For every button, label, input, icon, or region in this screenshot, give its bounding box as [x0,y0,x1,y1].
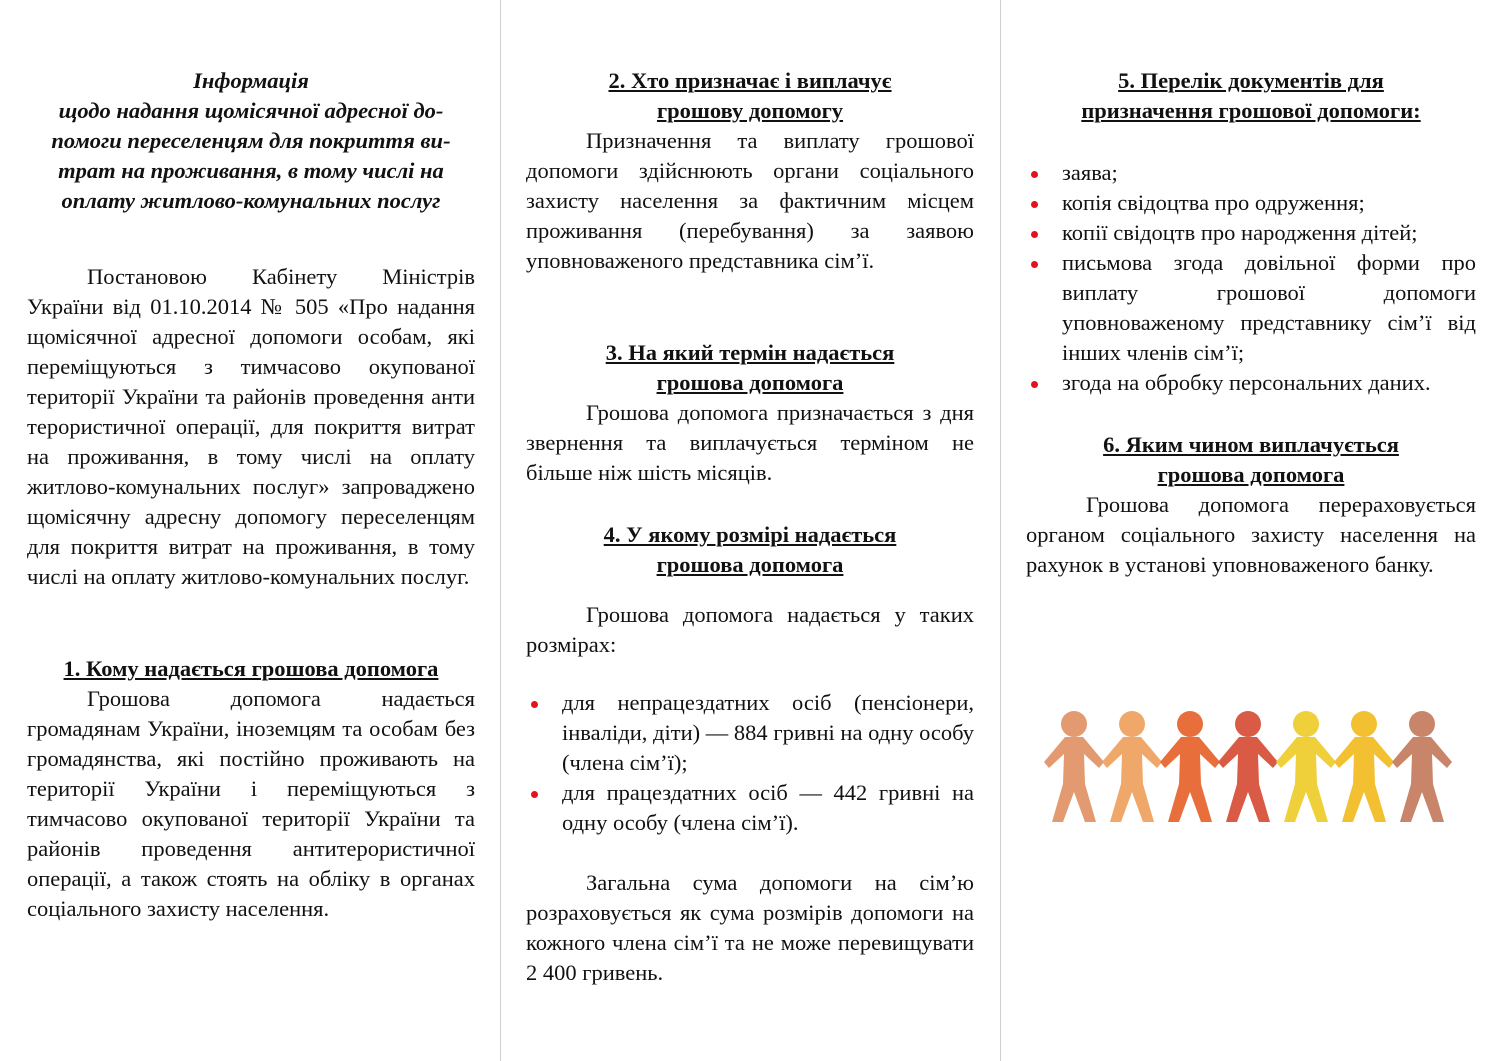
bullet-dot-icon [1031,231,1038,238]
list-item-text: згода на обробку персональних даних. [1062,370,1431,395]
section-3-heading-line: грошова допомога [656,370,844,395]
paper-person-figure [1102,711,1162,822]
list-item-text: для працездатних осіб — 442 гривні на одну особу (члена сім’ї). [562,780,974,835]
column-3 [1026,0,1476,580]
section-5-heading [1026,66,1476,126]
bullet-dot-icon [531,791,538,798]
list-item [526,688,974,778]
section-6-heading-line: 6. Яким чином виплачується [1103,432,1399,457]
section-2-body: Призначення та виплату грошової допомоги здійснюють органи соціального захисту населення за фактичним місцем проживання (перебування) за заявою уповноваженого представника сім’ї. [526,128,974,273]
bullet-dot-icon [531,701,538,708]
section-3-heading [526,338,974,398]
list-item [526,778,974,838]
fold-line-1 [500,0,501,1061]
section-4-heading [526,520,974,580]
intro-title-line: помоги переселенцям для покриття ви- [51,128,451,153]
list-item [1026,158,1476,188]
bullet-dot-icon [1031,201,1038,208]
list-item-text: копія свідоцтва про одруження; [1062,190,1365,215]
section-6-heading-line: грошова допомога [1157,462,1345,487]
section-4-list [526,688,974,838]
section-1-body: Грошова допомога надається громадянам України, іноземцям та особам без громадянства, які постійно проживають на території України і переміщуються з тимчасово окупованої території України та районів проведення антитерористичної операції, а також стоять на обліку в органах соціального захисту населення. [27,686,475,921]
section-2-heading-line: 2. Хто призначає і виплачує [608,68,892,93]
section-3-body: Грошова допомога призначається з дня звернення та виплачується терміном не більше ніж шість місяців. [526,400,974,485]
list-item-text: копії свідоцтв про народження дітей; [1062,220,1418,245]
paper-person-figure [1044,711,1104,822]
paper-person-figure [1160,711,1220,822]
column-1 [27,0,475,924]
list-item [1026,218,1476,248]
paper-person-figure [1276,711,1336,822]
section-3-heading-line: 3. На який термін надається [605,340,895,365]
paper-person-figure [1334,711,1394,822]
intro-body: Постановою Кабінету Міністрів України від 01.10.2014 № 505 «Про надання щомісячної адресної допомоги особам, які переміщуються з тимчасово окупованої території України та районів проведення анти терористичної операції, для покриття витрат на проживання, в тому числі на оплату житлово-комунальних послуг» запроваджено щомісячну адресну допомогу переселенцям для покриття витрат на проживання, в тому числі на оплату житлово-комунальних послуг. [27,264,475,589]
list-item [1026,248,1476,368]
section-2-heading [526,66,974,126]
intro-title-line: трат на проживання, в тому числі на [58,158,444,183]
section-4-heading-line: 4. У якому розмірі надається [603,522,897,547]
section-4-intro: Грошова допомога надається у таких розмірах: [526,602,974,657]
bullet-dot-icon [1031,261,1038,268]
section-4-heading-line: грошова допомога [656,552,844,577]
list-item [1026,368,1476,398]
section-6-heading [1026,430,1476,490]
column-2 [526,0,974,988]
paper-person-figure [1392,711,1452,822]
section-5-heading-line: 5. Перелік документів для [1118,68,1384,93]
paper-people-chain-icon [1040,710,1455,825]
section-2-heading-line: грошову допомогу [656,98,844,123]
bullet-dot-icon [1031,381,1038,388]
fold-line-2 [1000,0,1001,1061]
paper-person-figure [1218,711,1278,822]
list-item [1026,188,1476,218]
section-4-total: Загальна сума допомоги на сім’ю розраховується як сума розмірів допомоги на кожного члена сім’ї та не може перевищувати 2 400 гривень. [526,870,974,985]
section-6-body: Грошова допомога перераховується органом соціального захисту населення на рахунок в установі уповноваженого банку. [1026,492,1476,577]
list-item-text: заява; [1062,160,1118,185]
list-item-text: письмова згода довільної форми про виплату грошової допомоги уповноваженому представнику сім’ї від інших членів сім’ї; [1062,250,1476,365]
intro-title-line: щодо надання щомісячної адресної до- [58,98,444,123]
bullet-dot-icon [1031,171,1038,178]
section-5-list [1026,158,1476,398]
section-5-heading-line: призначення грошової допомоги: [1081,98,1421,123]
intro-title-line: Інформація [193,68,309,93]
section-1-heading: 1. Кому надається грошова допомога [63,656,439,681]
intro-title-line: оплату житлово-комунальних послуг [61,188,441,213]
list-item-text: для непрацездатних осіб (пенсіонери, інваліди, діти) — 884 гривні на одну особу (члена сім’ї); [562,690,974,775]
intro-title [27,66,475,216]
